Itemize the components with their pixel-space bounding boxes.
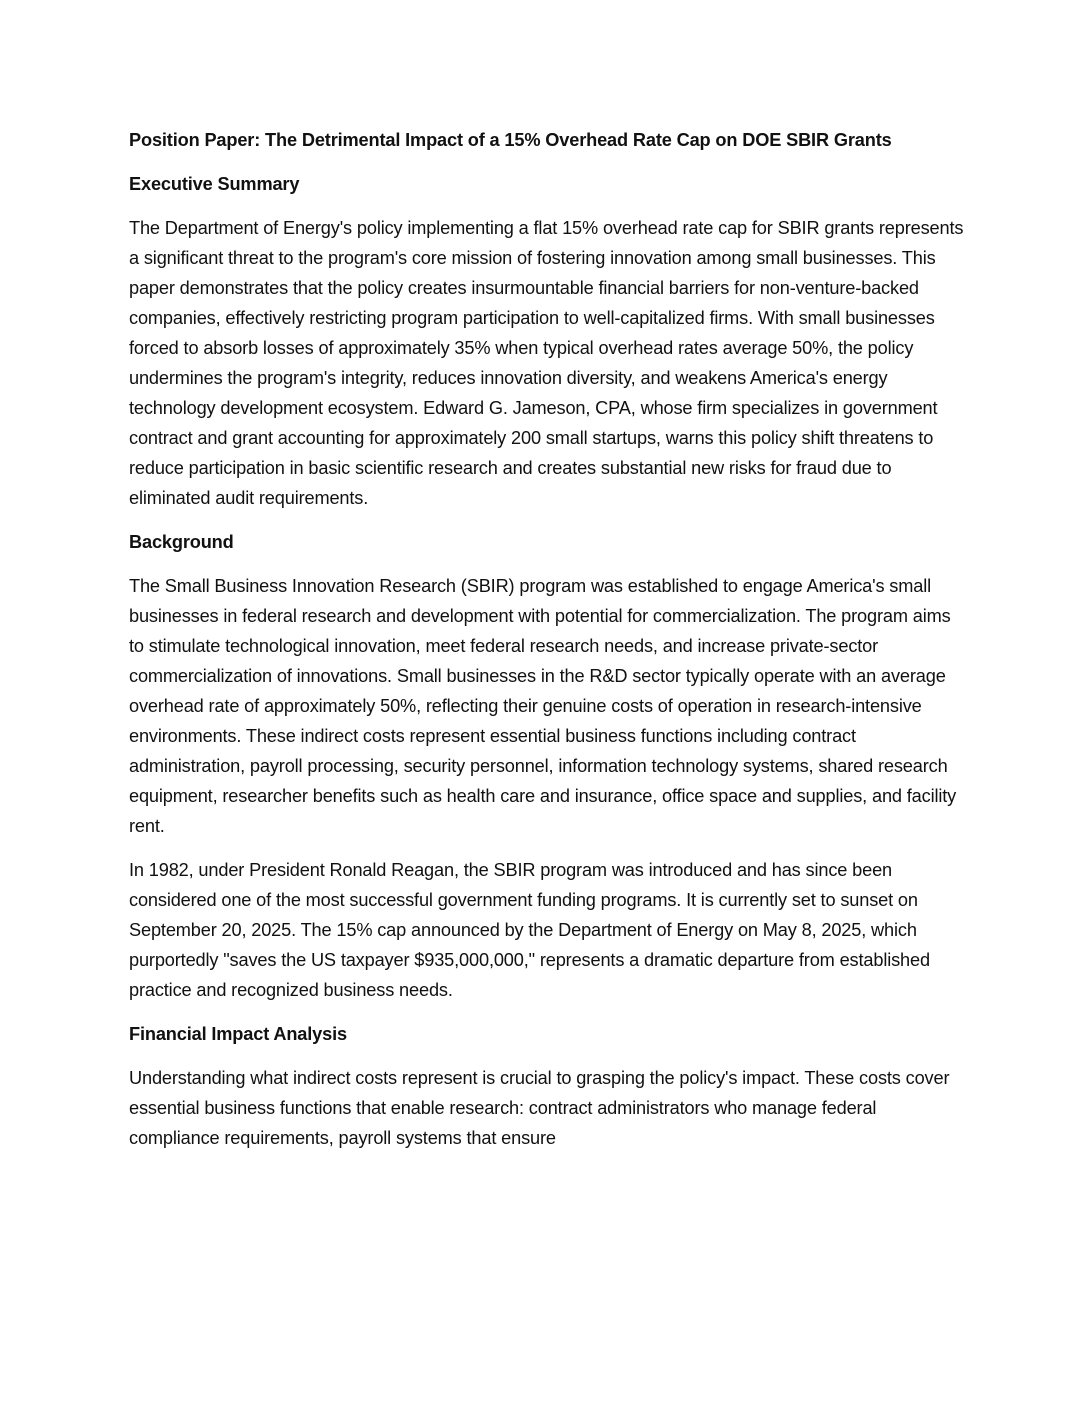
background-paragraph-2: In 1982, under President Ronald Reagan, the SBIR program was introduced and has since been considered one of the most successful government funding programs. It is currently set to sunset on September 20, 2025. The 15% cap announced by the Department of Energy on May 8, 2025, which purportedly "saves the US taxpayer $935,000,000," represents a dramatic departure from established practice and recognized business needs. [129,860,930,1000]
financial-impact-paragraph: Understanding what indirect costs represent is crucial to grasping the policy's impact. These costs cover essential business functions that enable research: contract administrators who manage federal compliance requirements, payroll systems that ensure [129,1068,950,1148]
section-heading-background: Background [129,532,234,552]
document-body [129,126,969,1167]
section-heading-financial-impact-analysis: Financial Impact Analysis [129,1024,347,1044]
document-title: Position Paper: The Detrimental Impact of a 15% Overhead Rate Cap on DOE SBIR Grants [129,130,892,150]
background-paragraph-1: The Small Business Innovation Research (SBIR) program was established to engage America's small businesses in federal research and development with potential for commercialization. The program aims to stimulate technological innovation, meet federal research needs, and increase private-sector commercialization of innovations. Small businesses in the R&D sector typically operate with an average overhead rate of approximately 50%, reflecting their genuine costs of operation in research-intensive environments. These indirect costs represent essential business functions including contract administration, payroll processing, security personnel, information technology systems, shared research equipment, researcher benefits such as health care and insurance, office space and supplies, and facility rent. [129,576,957,836]
section-heading-executive-summary: Executive Summary [129,174,300,194]
executive-summary-paragraph: The Department of Energy's policy implementing a flat 15% overhead rate cap for SBIR grants represents a significant threat to the program's core mission of fostering innovation among small businesses. This paper demonstrates that the policy creates insurmountable financial barriers for non-venture-backed companies, effectively restricting program participation to well-capitalized firms. With small businesses forced to absorb losses of approximately 35% when typical overhead rates average 50%, the policy undermines the program's integrity, reduces innovation diversity, and weakens America's energy technology development ecosystem. Edward G. Jameson, CPA, whose firm specializes in government contract and grant accounting for approximately 200 small startups, warns this policy shift threatens to reduce participation in basic scientific research and creates substantial new risks for fraud due to eliminated audit requirements. [129,218,964,508]
